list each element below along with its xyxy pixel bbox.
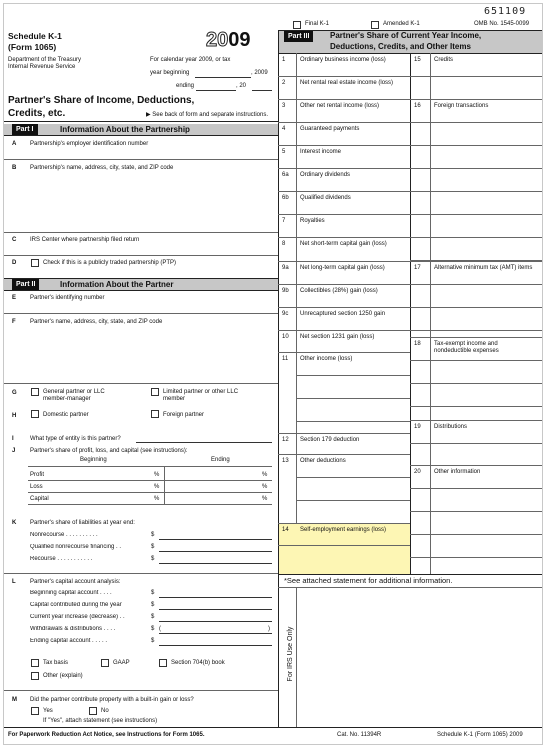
part3-line-field[interactable] xyxy=(297,88,409,98)
part3-line-field[interactable] xyxy=(297,296,409,306)
part3-line-number: 3 xyxy=(282,103,286,109)
l-ending-dollar: $ xyxy=(151,638,155,644)
j-ending-header: Ending xyxy=(211,457,230,463)
j-capital-label: Capital xyxy=(30,496,49,502)
part3-line-label: Net rental real estate income (loss) xyxy=(300,80,394,86)
year-prefix: 20 xyxy=(206,29,229,51)
domestic-partner-label: Domestic partner xyxy=(43,412,89,418)
year-suffix: 09 xyxy=(228,29,251,51)
part3-line-number: 9a xyxy=(282,265,289,271)
part3-line-label: Other deductions xyxy=(300,458,346,464)
item-i-text: What type of entity is this partner? xyxy=(30,436,121,442)
attached-note-rule xyxy=(278,587,542,588)
part1-title: Information About the Partnership xyxy=(60,125,190,134)
part3-row-rule xyxy=(278,454,410,455)
item-d-letter: D xyxy=(12,260,17,266)
part3-row-rule xyxy=(278,330,410,331)
l-increase-dollar: $ xyxy=(151,614,155,620)
tax-basis-checkbox[interactable] xyxy=(31,659,39,667)
item-f-bottom xyxy=(4,383,278,384)
part3-row-rule xyxy=(278,523,410,524)
part3-line-label: Unrecaptured section 1250 gain xyxy=(300,311,386,317)
item-i-letter: I xyxy=(12,436,14,442)
part3-line-number: 10 xyxy=(282,334,289,340)
part3-line-number: 2 xyxy=(282,80,286,86)
footer-center: Cat. No. 11394R xyxy=(337,732,382,738)
part3-line-field[interactable] xyxy=(297,226,409,236)
part3-line-label: Royalties xyxy=(300,218,325,224)
l-increase-label: Current year increase (decrease) . . xyxy=(30,614,125,620)
ending-field[interactable] xyxy=(196,90,236,91)
j-col-divider xyxy=(164,466,165,504)
part3-right-line-number: 20 xyxy=(414,469,421,475)
m-note: If "Yes", attach statement (see instructions) xyxy=(43,718,158,724)
part3-line-field[interactable] xyxy=(297,203,409,213)
m-yes-checkbox[interactable] xyxy=(31,707,39,715)
l-contributed-label: Capital contributed during the year xyxy=(30,602,122,608)
part3-line-number: 13 xyxy=(282,458,289,464)
part3-right-block-rule xyxy=(410,99,542,100)
part3-right-line-label: Alternative minimum tax (AMT) items xyxy=(434,265,533,271)
j-capital-rule xyxy=(28,504,272,505)
j-profit-end-pct: % xyxy=(262,472,268,478)
item-e-text: Partner's identifying number xyxy=(30,295,105,301)
k-recourse-label: Recourse . . . . . . . . . . . xyxy=(30,556,93,562)
part3-line-number: 9c xyxy=(282,311,289,317)
part3-col-divider xyxy=(410,53,411,574)
part3-line-label: Self-employment earnings (loss) xyxy=(300,527,387,533)
part3-row-rule xyxy=(278,545,410,546)
form-subname: (Form 1065) xyxy=(8,42,57,52)
part3-line-field[interactable] xyxy=(297,249,409,260)
k-nonrecourse-field[interactable] xyxy=(159,539,272,540)
part3-line-number: 7 xyxy=(282,218,286,224)
k-nonrecourse-dollar: $ xyxy=(151,532,155,538)
item-c-letter: C xyxy=(12,237,17,243)
part3-subrow-rule xyxy=(296,375,410,376)
domestic-partner-checkbox[interactable] xyxy=(31,410,39,418)
gaap-checkbox[interactable] xyxy=(101,659,109,667)
part3-right-line-field[interactable] xyxy=(431,349,541,419)
header-divider xyxy=(4,121,278,122)
part3-line-number: 1 xyxy=(282,57,286,63)
form-title-2: Credits, etc. xyxy=(8,108,66,119)
k-recourse-field[interactable] xyxy=(159,563,272,564)
general-partner-label-2: member-manager xyxy=(43,396,91,402)
part3-row-rule xyxy=(278,433,410,434)
other-explain-checkbox[interactable] xyxy=(31,672,39,680)
part3-row-rule xyxy=(278,168,410,169)
item-d-text: Check if this is a publicly traded partnership (PTP) xyxy=(43,260,177,266)
part3-row-rule xyxy=(278,307,410,308)
see-back-note: ▶ See back of form and separate instructions. xyxy=(146,112,269,118)
part3-line-label: Net section 1231 gain (loss) xyxy=(300,334,375,340)
amended-k1-label: Amended K-1 xyxy=(383,21,420,27)
dept-line-1: Department of the Treasury xyxy=(8,57,82,63)
tax-basis-label: Tax basis xyxy=(43,660,69,666)
part3-line-label: Interest income xyxy=(300,149,342,155)
j-loss-label: Loss xyxy=(30,484,43,490)
item-l-text: Partner's capital account analysis: xyxy=(30,579,121,585)
item-k-letter: K xyxy=(12,520,17,526)
m-no-label: No xyxy=(101,708,109,714)
ending-year-field[interactable] xyxy=(252,90,272,91)
j-capital-beg-pct: % xyxy=(154,496,160,502)
part3-line-number: 6b xyxy=(282,195,289,201)
part3-right-line-field[interactable] xyxy=(431,477,541,573)
j-loss-rule xyxy=(28,492,272,493)
part3-subrow-rule xyxy=(296,477,410,478)
part3-row-rule xyxy=(278,284,410,285)
j-profit-label: Profit xyxy=(30,472,45,478)
part3-row-rule xyxy=(278,214,410,215)
ending-label: ending xyxy=(176,83,195,89)
j-beginning-header: Beginning xyxy=(80,457,107,463)
part3-row-rule xyxy=(278,261,410,262)
part3-right-line-field[interactable] xyxy=(431,432,541,464)
part1-tag: Part I xyxy=(12,124,38,135)
part3-tag: Part III xyxy=(284,31,313,42)
l-increase-field[interactable] xyxy=(159,621,272,622)
footer-rule xyxy=(4,727,542,728)
comma-2009: , 2009 xyxy=(251,70,268,76)
part3-line-field[interactable] xyxy=(297,157,409,167)
part3-line-label: Other net rental income (loss) xyxy=(300,103,380,109)
part3-line-field[interactable] xyxy=(297,445,409,453)
form-name: Schedule K-1 xyxy=(8,31,62,41)
part3-row-rule xyxy=(278,122,410,123)
l-beginning-dollar: $ xyxy=(151,590,155,596)
part3-line-number: 14 xyxy=(282,527,289,533)
handwritten-code: 651109 xyxy=(484,6,527,17)
limited-partner-label-1: Limited partner or other LLC xyxy=(163,389,239,395)
section-704b-checkbox[interactable] xyxy=(159,659,167,667)
j-capital-end-pct: % xyxy=(262,496,268,502)
item-j-letter: J xyxy=(12,448,16,454)
irs-use-divider xyxy=(296,587,297,727)
part2-tag: Part II xyxy=(12,279,39,290)
item-f-text: Partner's name, address, city, state, and ZIP code xyxy=(30,319,163,325)
part3-line-label: Net short-term capital gain (loss) xyxy=(300,241,387,247)
part3-title-1: Partner's Share of Current Year Income, xyxy=(330,31,482,40)
l-withdrawals-field[interactable] xyxy=(159,633,272,634)
ptp-checkbox[interactable] xyxy=(31,259,39,267)
comma-20: , 20 xyxy=(236,83,247,89)
general-partner-label-1: General partner or LLC xyxy=(43,389,105,395)
part3-line-label: Ordinary dividends xyxy=(300,172,351,178)
l-withdrawals-open-paren: ( xyxy=(159,626,161,632)
m-no-checkbox[interactable] xyxy=(89,707,97,715)
general-partner-checkbox[interactable] xyxy=(31,388,39,396)
part3-right-line-label: Credits xyxy=(434,57,454,63)
l-contributed-dollar: $ xyxy=(151,602,155,608)
part3-line-field[interactable] xyxy=(297,535,409,544)
part3-right-line-label: nondeductible expenses xyxy=(434,348,499,354)
k-nonrecourse-label: Nonrecourse . . . . . . . . . . xyxy=(30,532,98,538)
item-b-letter: B xyxy=(12,165,17,171)
l-ending-field[interactable] xyxy=(159,645,272,646)
part3-line-label: Ordinary business income (loss) xyxy=(300,57,386,63)
dept-line-2: Internal Revenue Service xyxy=(8,64,76,70)
entity-type-field[interactable] xyxy=(136,442,272,443)
part3-line-label: Net long-term capital gain (loss) xyxy=(300,265,385,271)
part3-title-2: Deductions, Credits, and Other Items xyxy=(330,42,471,51)
part3-right-block-rule xyxy=(410,420,542,421)
item-j-text: Partner's share of profit, loss, and capital (see instructions): xyxy=(30,448,188,454)
final-k1-label: Final K-1 xyxy=(305,21,330,27)
part3-row-rule xyxy=(278,352,410,353)
part3-right-block-rule xyxy=(410,337,542,338)
amended-k1-checkbox[interactable] xyxy=(371,21,379,29)
part3-right-line-number: 15 xyxy=(414,57,421,63)
part3-right-line-number: 18 xyxy=(414,341,421,347)
part3-line-number: 5 xyxy=(282,149,286,155)
part3-row-rule xyxy=(278,99,410,100)
other-explain-label: Other (explain) xyxy=(43,673,83,679)
part3-line-label: Collectibles (28%) gain (loss) xyxy=(300,288,378,294)
center-divider xyxy=(278,30,279,727)
item-g-letter: G xyxy=(12,390,17,396)
item-a-text: Partnership's employer identification number xyxy=(30,141,149,147)
j-profit-rule xyxy=(28,480,272,481)
omb-number: OMB No. 1545-0099 xyxy=(474,21,530,27)
part3-line-number: 4 xyxy=(282,126,286,132)
part3-line-field[interactable] xyxy=(297,466,409,522)
item-m-letter: M xyxy=(12,697,17,703)
footer-right: Schedule K-1 (Form 1065) 2009 xyxy=(437,732,523,738)
part3-line-field[interactable] xyxy=(297,342,409,351)
year-beginning-field[interactable] xyxy=(195,77,251,78)
part3-right-line-label: Distributions xyxy=(434,424,468,430)
item-e-bottom xyxy=(4,313,278,314)
item-b-bottom xyxy=(4,232,278,233)
l-beginning-field[interactable] xyxy=(159,597,272,598)
item-e-letter: E xyxy=(12,295,17,301)
part3-line-label: Qualified dividends xyxy=(300,195,351,201)
section-704b-label: Section 704(b) book xyxy=(171,660,225,666)
part3-right-line-field[interactable] xyxy=(431,65,541,98)
year-beginning-label: year beginning xyxy=(150,70,190,76)
l-withdrawals-label: Withdrawals & distributions . . . . xyxy=(30,626,116,632)
part3-right-block-rule xyxy=(410,261,542,262)
gaap-label: GAAP xyxy=(113,660,130,666)
item-a-bottom xyxy=(4,159,278,160)
calendar-line: For calendar year 2009, or tax xyxy=(150,57,231,63)
part3-right-line-field[interactable] xyxy=(431,111,541,260)
item-l-bottom xyxy=(4,690,278,691)
part3-line-field[interactable] xyxy=(297,65,409,75)
form-year xyxy=(206,29,251,51)
item-c-text: IRS Center where partnership filed return xyxy=(30,237,140,243)
item-h-letter: H xyxy=(12,413,17,419)
foreign-partner-label: Foreign partner xyxy=(163,412,205,418)
part3-line-field[interactable] xyxy=(297,319,409,329)
part3-subrow-rule xyxy=(296,500,410,501)
item-c-bottom xyxy=(4,255,278,256)
part3-right-line-label: Tax-exempt income and xyxy=(434,341,498,347)
item-b-text: Partnership's name, address, city, state, and ZIP code xyxy=(30,165,174,171)
item-f-letter: F xyxy=(12,319,16,325)
part3-right-line-number: 17 xyxy=(414,265,421,271)
j-loss-end-pct: % xyxy=(262,484,268,490)
item-a-letter: A xyxy=(12,141,17,147)
part2-title: Information About the Partner xyxy=(60,280,174,289)
j-header-rule xyxy=(28,466,272,467)
part3-subrow-rule xyxy=(296,398,410,399)
l-withdrawals-dollar: $ xyxy=(151,626,155,632)
part3-line-label: Guaranteed payments xyxy=(300,126,360,132)
part3-line-number: 12 xyxy=(282,437,289,443)
part3-line-field[interactable] xyxy=(297,180,409,190)
irs-use-only-label: For IRS Use Only xyxy=(287,626,294,682)
part3-line-label: Section 179 deduction xyxy=(300,437,360,443)
item-l-letter: L xyxy=(12,579,16,585)
l-ending-label: Ending capital account . . . . . xyxy=(30,638,108,644)
part3-right-line-label: Other information xyxy=(434,469,481,475)
part1-bar-bottom xyxy=(4,135,278,136)
form-title-1: Partner's Share of Income, Deductions, xyxy=(8,95,195,106)
k-qualified-label: Qualified nonrecourse financing . . xyxy=(30,544,122,550)
limited-partner-checkbox[interactable] xyxy=(151,388,159,396)
part3-line-field[interactable] xyxy=(297,134,409,144)
item-k-text: Partner's share of liabilities at year end: xyxy=(30,520,135,526)
m-yes-label: Yes xyxy=(43,708,53,714)
part3-line-number: 9b xyxy=(282,288,289,294)
part3-line-number: 6a xyxy=(282,172,289,178)
part2-bar-bottom xyxy=(4,290,278,291)
part3-right-line-number: 19 xyxy=(414,424,421,430)
part3-row-rule xyxy=(278,237,410,238)
part3-row-rule xyxy=(278,191,410,192)
item-k-bottom xyxy=(4,573,278,574)
part3-subrow-rule xyxy=(296,421,410,422)
l-beginning-label: Beginning capital account . . . . xyxy=(30,590,112,596)
part3-line-field[interactable] xyxy=(297,111,409,121)
j-loss-beg-pct: % xyxy=(154,484,160,490)
item-m-text: Did the partner contribute property with a built-in gain or loss? xyxy=(30,697,194,703)
part3-row-rule xyxy=(278,76,410,77)
footer-left: For Paperwork Reduction Act Notice, see Instructions for Form 1065. xyxy=(8,732,205,738)
part3-line-number: 11 xyxy=(282,356,289,362)
part3-row-rule xyxy=(278,145,410,146)
foreign-partner-checkbox[interactable] xyxy=(151,410,159,418)
part3-right-block-rule xyxy=(410,465,542,466)
part3-right-line-label: Foreign transactions xyxy=(434,103,489,109)
part3-right-line-number: 16 xyxy=(414,103,421,109)
l-contributed-field[interactable] xyxy=(159,609,272,610)
attached-statement-note: *See attached statement for additional information. xyxy=(284,576,453,585)
k-recourse-dollar: $ xyxy=(151,556,155,562)
part3-line-field[interactable] xyxy=(297,273,409,283)
part3-line-label: Other income (loss) xyxy=(300,356,353,362)
k-qualified-field[interactable] xyxy=(159,551,272,552)
l-withdrawals-close-paren: ) xyxy=(268,626,270,632)
final-k1-checkbox[interactable] xyxy=(293,21,301,29)
limited-partner-label-2: member xyxy=(163,396,186,402)
part3-bottom-border xyxy=(278,574,542,575)
k-qualified-dollar: $ xyxy=(151,544,155,550)
part3-line-number: 8 xyxy=(282,241,286,247)
part3-right-line-field[interactable] xyxy=(431,273,541,336)
j-profit-beg-pct: % xyxy=(154,472,160,478)
